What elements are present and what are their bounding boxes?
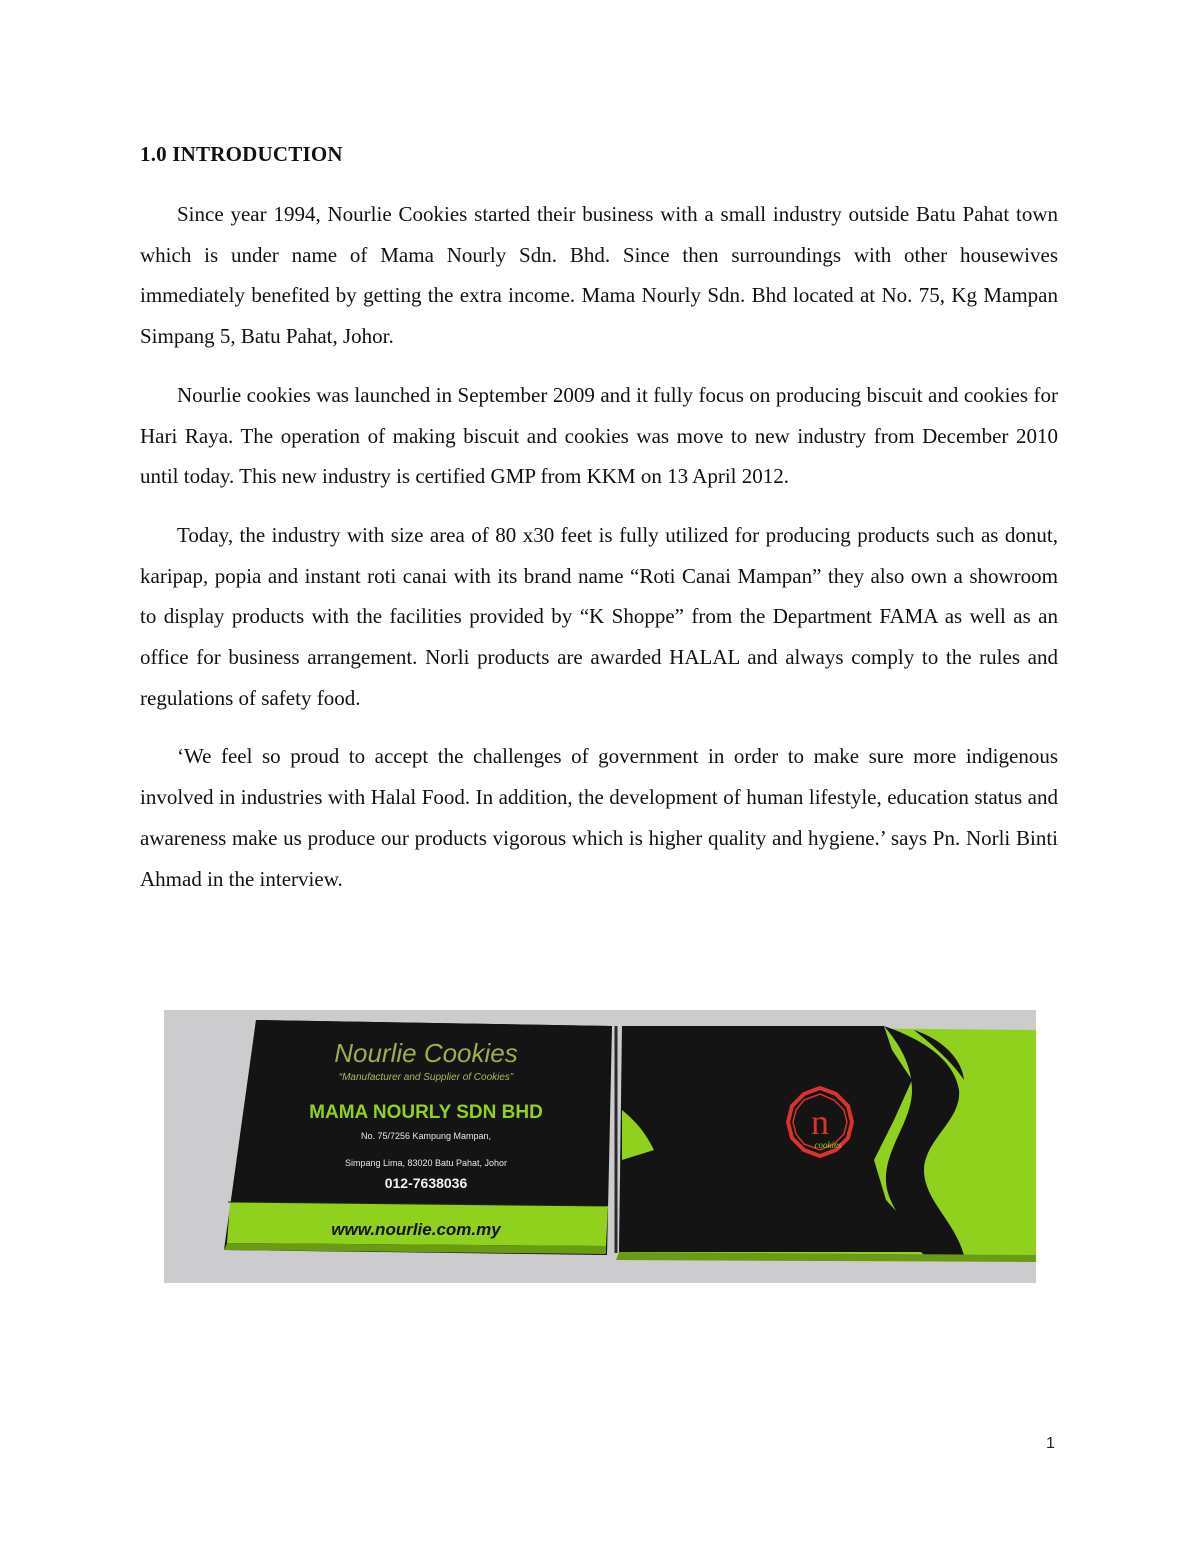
business-card-photo	[164, 1010, 1036, 1283]
logo-letter: n	[811, 1102, 829, 1142]
card-website: www.nourlie.com.my	[331, 1220, 501, 1239]
paragraph-launch: Nourlie cookies was launched in September 2009 and it fully focus on producing biscuit and cookies for Hari Raya. The operation of making biscuit and cookies was move to new industry from December 2010 until today. This new industry is certified GMP from KKM on 13 April 2012.	[140, 382, 1058, 489]
cookies-logo	[788, 1088, 852, 1156]
business-card-front	[224, 1020, 612, 1255]
card-address-line1: No. 75/7256 Kampung Mampan,	[360, 1131, 492, 1141]
paragraph-quote: ‘We feel so proud to accept the challenges of government in order to make sure more indigenous involved in industries with Halal Food. In addition, the development of human lifestyle, education status and awareness make us produce our products vigorous which is higher quality and hygiene.’ says Pn. Norli Binti Ahmad in the interview.	[140, 744, 1058, 891]
paragraph-history: Since year 1994, Nourlie Cookies started their business with a small industry outside Batu Pahat town which is under name of Mama Nourly Sdn. Bhd. Since then surroundings with other housewives immediately benefited by getting the extra income. Mama Nourly Sdn. Bhd located at No. 75, Kg Mampan Simpang 5, Batu Pahat, Johor.	[140, 202, 1058, 349]
section-heading: 1.0 INTRODUCTION	[140, 142, 343, 166]
card-address-line2: Simpang Lima, 83020 Batu Pahat, Johor	[344, 1158, 508, 1168]
body-text	[140, 194, 1058, 917]
paragraph-industry: Today, the industry with size area of 80 x30 feet is fully utilized for producing products such as donut, karipap, popia and instant roti canai with its brand name “Roti Canai Mampan” they also own a showroom to display products with the facilities provided by “K Shoppe” from the Department FAMA as well as an office for business arrangement. Norli products are awarded HALAL and always comply to the rules and regulations of safety food.	[140, 522, 1058, 710]
card-phone: 012-7638036	[384, 1175, 468, 1191]
card-company-name: MAMA NOURLY SDN BHD	[309, 1102, 543, 1123]
card-brand-script: Nourlie Cookies	[334, 1038, 518, 1068]
business-card-back	[616, 1026, 1036, 1262]
card-tagline: “Manufacturer and Supplier of Cookies”	[338, 1072, 514, 1083]
logo-word: cookies	[814, 1140, 842, 1150]
page-number: 1	[1046, 1435, 1055, 1452]
